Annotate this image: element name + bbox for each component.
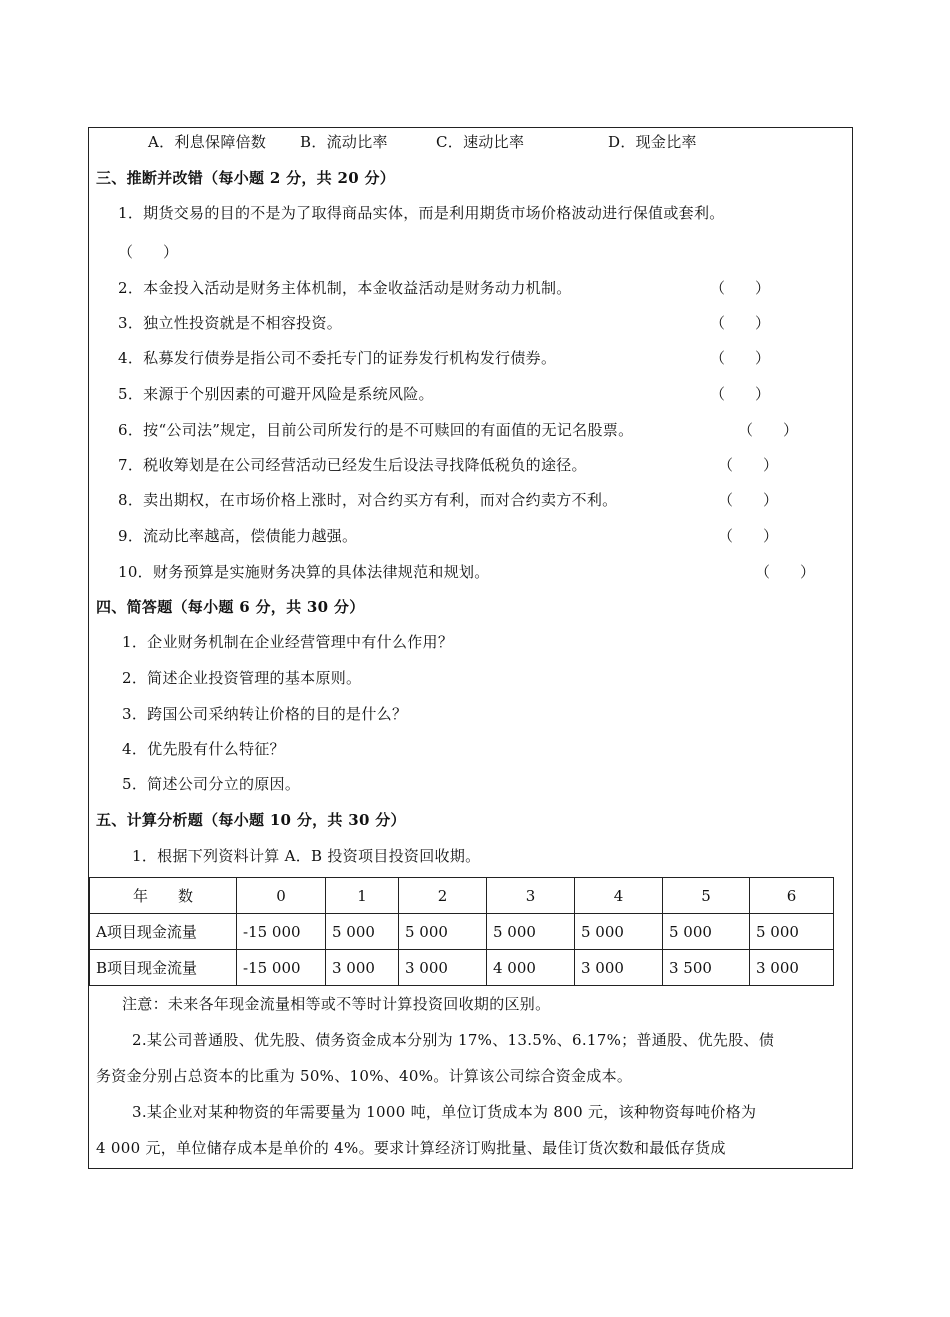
section5-heading: 五、计算分析题（每小题 10 分，共 30 分） bbox=[96, 811, 406, 829]
s4-item-4: 4．优先股有什么特征？ bbox=[122, 740, 285, 758]
option-a: A．利息保障倍数 bbox=[148, 133, 267, 151]
s5-q3-line2: 4 000 元，单位储存成本是单价的 4%。要求计算经济订购批量、最佳订货次数和最低存货成 bbox=[96, 1139, 726, 1157]
table-cell: 5 000 bbox=[575, 914, 663, 950]
table-row bbox=[90, 914, 834, 950]
s3-item-3: 3．独立性投资就是不相容投资。 bbox=[118, 314, 343, 332]
s3-item-9: 9．流动比率越高，偿债能力越强。 bbox=[118, 527, 358, 545]
row-label: B项目现金流量 bbox=[90, 950, 237, 986]
s5-q2-line2: 务资金分别占总资本的比重为 50%、10%、40%。计算该公司综合资金成本。 bbox=[96, 1067, 633, 1085]
s4-item-2: 2．简述企业投资管理的基本原则。 bbox=[122, 669, 362, 687]
table-cell: -15 000 bbox=[237, 950, 326, 986]
year-cell: 1 bbox=[326, 878, 399, 914]
s3-paren-7: （ ） bbox=[718, 456, 779, 474]
s5-q3-line1: 3.某企业对某种物资的年需要量为 1000 吨，单位订货成本为 800 元，该种物资每吨价格为 bbox=[132, 1103, 757, 1121]
row-label: A项目现金流量 bbox=[90, 914, 237, 950]
year-cell: 5 bbox=[663, 878, 750, 914]
table-cell: 5 000 bbox=[326, 914, 399, 950]
year-cell: 4 bbox=[575, 878, 663, 914]
s4-item-5: 5．简述公司分立的原因。 bbox=[122, 775, 301, 793]
s3-item-4: 4．私募发行债券是指公司不委托专门的证券发行机构发行债券。 bbox=[118, 349, 557, 367]
s5-q1: 1．根据下列资料计算 A．B 投资项目投资回收期。 bbox=[132, 847, 481, 865]
s3-item-1: 1．期货交易的目的不是为了取得商品实体，而是利用期货市场价格波动进行保值或套利。 bbox=[118, 204, 725, 222]
table-cell: -15 000 bbox=[237, 914, 326, 950]
table-cell: 5 000 bbox=[487, 914, 575, 950]
table-cell: 3 000 bbox=[750, 950, 834, 986]
table-cell: 5 000 bbox=[663, 914, 750, 950]
table-cell: 4 000 bbox=[487, 950, 575, 986]
s3-paren-8: （ ） bbox=[718, 491, 779, 509]
table-cell: 3 000 bbox=[399, 950, 487, 986]
s3-item-8: 8．卖出期权，在市场价格上涨时，对合约买方有利，而对合约卖方不利。 bbox=[118, 491, 618, 509]
table-cell: 3 000 bbox=[326, 950, 399, 986]
section3-heading: 三、推断并改错（每小题 2 分，共 20 分） bbox=[96, 169, 396, 187]
s3-item-6: 6．按“公司法”规定，目前公司所发行的是不可赎回的有面值的无记名股票。 bbox=[118, 421, 634, 439]
s5-q2-line1: 2.某公司普通股、优先股、债务资金成本分别为 17%、13.5%、6.17%；普通股、优先股、债 bbox=[132, 1031, 775, 1049]
s4-item-1: 1．企业财务机制在企业经营管理中有什么作用？ bbox=[122, 633, 454, 651]
s5-note: 注意：未来各年现金流量相等或不等时计算投资回收期的区别。 bbox=[122, 995, 551, 1013]
s3-paren-9: （ ） bbox=[718, 527, 779, 545]
option-d: D．现金比率 bbox=[608, 133, 697, 151]
option-c: C．速动比率 bbox=[436, 133, 525, 151]
year-cell: 0 bbox=[237, 878, 326, 914]
table-cell: 5 000 bbox=[750, 914, 834, 950]
year-cell: 3 bbox=[487, 878, 575, 914]
header-label: 年 数 bbox=[90, 878, 237, 914]
s4-item-3: 3．跨国公司采纳转让价格的目的是什么？ bbox=[122, 705, 408, 723]
year-cell: 6 bbox=[750, 878, 834, 914]
table-row bbox=[90, 950, 834, 986]
s3-paren-5: （ ） bbox=[710, 385, 771, 403]
year-cell: 2 bbox=[399, 878, 487, 914]
s3-paren-6: （ ） bbox=[738, 421, 799, 439]
table-cell: 3 000 bbox=[575, 950, 663, 986]
s3-item-5: 5．来源于个别因素的可避开风险是系统风险。 bbox=[118, 385, 434, 403]
s3-paren-3: （ ） bbox=[710, 314, 771, 332]
section4-heading: 四、简答题（每小题 6 分，共 30 分） bbox=[96, 598, 365, 616]
s3-paren-4: （ ） bbox=[710, 349, 771, 367]
s3-paren-2: （ ） bbox=[710, 279, 771, 297]
cashflow-table bbox=[89, 877, 834, 986]
table-cell: 3 500 bbox=[663, 950, 750, 986]
s3-item-2: 2．本金投入活动是财务主体机制，本金收益活动是财务动力机制。 bbox=[118, 279, 572, 297]
s3-paren-10: （ ） bbox=[755, 563, 816, 581]
s3-item-7: 7．税收筹划是在公司经营活动已经发生后设法寻找降低税负的途径。 bbox=[118, 456, 587, 474]
s3-paren-1: （ ） bbox=[118, 243, 179, 261]
option-b: B．流动比率 bbox=[300, 133, 388, 151]
table-cell: 5 000 bbox=[399, 914, 487, 950]
table-header-row bbox=[90, 878, 834, 914]
s3-item-10: 10．财务预算是实施财务决算的具体法律规范和规划。 bbox=[118, 563, 490, 581]
